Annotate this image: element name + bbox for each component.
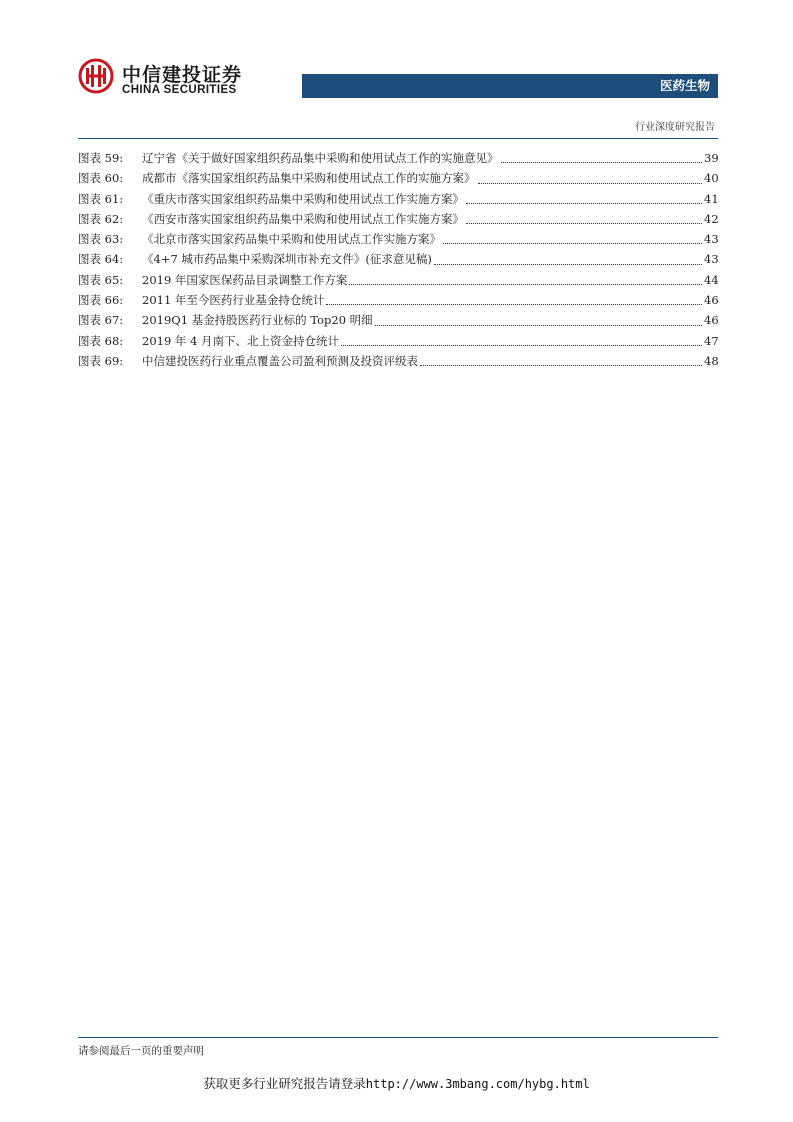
toc-leader-dots	[478, 182, 703, 184]
toc-entry-page: 43	[704, 232, 719, 247]
toc-leader-dots	[466, 202, 702, 204]
report-type-label: 行业深度研究报告	[635, 122, 715, 133]
toc-entry[interactable]	[78, 148, 718, 168]
toc-entry[interactable]	[78, 229, 718, 249]
toc-leader-dots	[349, 283, 702, 285]
toc-entry[interactable]	[78, 351, 718, 371]
download-link[interactable]: http://www.3mbang.com/hybg.html	[365, 1077, 590, 1091]
toc-entry-page: 43	[704, 252, 719, 267]
download-note	[0, 1074, 793, 1092]
table-of-figures	[78, 148, 718, 371]
toc-entry[interactable]	[78, 310, 718, 330]
toc-entry-title: 成都市《落实国家组织药品集中采购和使用试点工作的实施方案》	[142, 171, 476, 186]
toc-leader-dots	[326, 303, 702, 305]
toc-entry-label: 图表 59:	[78, 151, 124, 165]
logo-english-name: CHINA SECURITIES	[122, 84, 237, 96]
toc-entry-label: 图表 69:	[78, 353, 124, 368]
brand-logo	[78, 58, 258, 102]
toc-entry-title: 2019 年国家医保药品目录调整工作方案	[142, 272, 348, 287]
toc-entry[interactable]	[78, 249, 718, 269]
toc-entry-title: 2019Q1 基金持股医药行业标的 Top20 明细	[142, 313, 373, 328]
china-securities-logo-icon	[78, 58, 114, 94]
toc-entry-page: 40	[704, 171, 719, 186]
toc-entry-page: 42	[704, 211, 719, 226]
toc-entry-label: 图表 60:	[78, 171, 124, 186]
toc-entry-title: 《北京市落实国家药品集中采购和使用试点工作实施方案》	[142, 232, 441, 247]
toc-leader-dots	[501, 161, 703, 163]
toc-entry-page: 48	[704, 353, 719, 368]
toc-entry-label: 图表 64:	[78, 252, 124, 267]
disclaimer-text: 请参阅最后一页的重要声明	[78, 1045, 204, 1057]
toc-entry-title: 中信建投医药行业重点覆盖公司盈利预测及投资评级表	[142, 353, 418, 368]
toc-entry[interactable]	[78, 168, 718, 188]
footer-divider	[78, 1037, 718, 1038]
toc-entry-page: 44	[704, 272, 719, 287]
toc-entry-title: 《西安市落实国家组织药品集中采购和使用试点工作实施方案》	[142, 211, 464, 226]
toc-leader-dots	[375, 324, 702, 326]
toc-entry-label: 图表 67:	[78, 313, 124, 328]
toc-leader-dots	[443, 242, 702, 244]
toc-entry[interactable]	[78, 270, 718, 290]
toc-entry-page: 47	[704, 333, 719, 348]
toc-entry[interactable]	[78, 331, 718, 351]
toc-leader-dots	[434, 263, 702, 265]
logo-chinese-name: 中信建投证券	[122, 64, 243, 86]
toc-entry-label: 图表 65:	[78, 272, 124, 287]
toc-entry-title: 《重庆市落实国家组织药品集中采购和使用试点工作实施方案》	[142, 191, 464, 206]
toc-entry-title: 《4+7 城市药品集中采购深圳市补充文件》(征求意见稿)	[142, 252, 432, 267]
toc-entry-label: 图表 66:	[78, 293, 124, 308]
toc-entry-title: 2019 年 4 月南下、北上资金持仓统计	[142, 333, 340, 348]
toc-leader-dots	[466, 222, 702, 224]
toc-entry-page: 39	[704, 151, 719, 165]
toc-entry[interactable]	[78, 189, 718, 209]
toc-entry-page: 41	[704, 191, 719, 206]
toc-entry-title: 辽宁省《关于做好国家组织药品集中采购和使用试点工作的实施意见》	[142, 151, 499, 165]
toc-entry-label: 图表 63:	[78, 232, 124, 247]
download-text: 获取更多行业研究报告请登录	[203, 1076, 366, 1091]
toc-entry[interactable]	[78, 209, 718, 229]
toc-leader-dots	[341, 344, 702, 346]
header-divider	[78, 138, 718, 139]
toc-entry-page: 46	[704, 293, 719, 308]
toc-entry-label: 图表 61:	[78, 191, 124, 206]
toc-leader-dots	[420, 364, 702, 366]
sector-banner: 医药生物	[302, 74, 718, 98]
toc-entry[interactable]	[78, 290, 718, 310]
toc-entry-page: 46	[704, 313, 719, 328]
toc-entry-title: 2011 年至今医药行业基金持仓统计	[142, 293, 325, 308]
toc-entry-label: 图表 62:	[78, 211, 124, 226]
toc-entry-label: 图表 68:	[78, 333, 124, 348]
